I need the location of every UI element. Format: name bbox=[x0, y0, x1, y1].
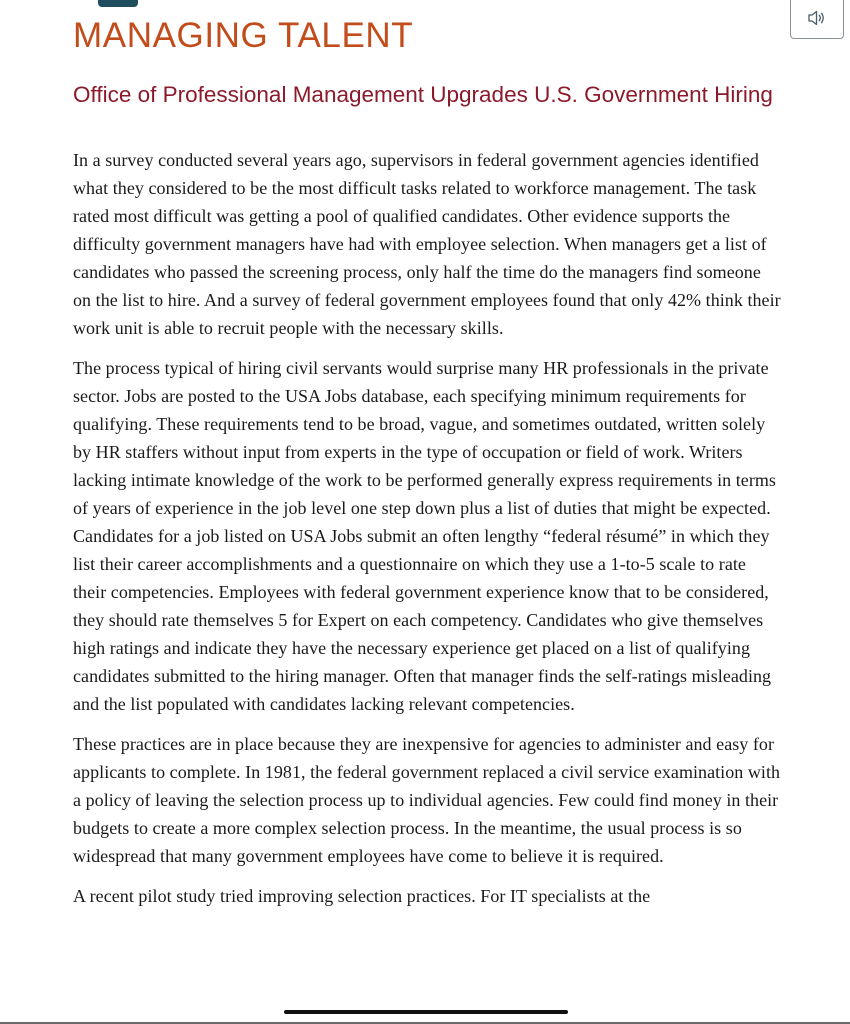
read-aloud-button[interactable] bbox=[790, 0, 844, 39]
top-bookmark-tab[interactable] bbox=[98, 0, 138, 7]
section-title: MANAGING TALENT bbox=[73, 16, 414, 55]
article-body bbox=[73, 146, 783, 922]
paragraph: A recent pilot study tried improving selection practices. For IT specialists at the bbox=[73, 886, 651, 906]
speaker-icon bbox=[807, 9, 827, 27]
paragraph: These practices are in place because they are inexpensive for agencies to administer and easy for applicants to complete. In 1981, the federal government replaced a civil service examination with a policy of leaving the selection process up to individual agencies. Few could find money in their budgets to create a more complex selection process. In the meantime, the usual process is so widespread that many government employees have come to believe it is required. bbox=[73, 734, 781, 866]
article-title: Office of Professional Management Upgrades U.S. Government Hiring bbox=[73, 82, 773, 107]
paragraph: In a survey conducted several years ago, supervisors in federal government agencies identified what they considered to be the most difficult tasks related to workforce management. The task rated most difficult was getting a pool of qualified candidates. Other evidence supports the difficulty government managers have had with employee selection. When managers get a list of candidates who passed the screening process, only half the time do the managers find someone on the list to hire. And a survey of federal government employees found that only 42% think their work unit is able to recruit people with the necessary skills. bbox=[73, 150, 781, 338]
paragraph: The process typical of hiring civil servants would surprise many HR professionals in the private sector. Jobs are posted to the USA Jobs database, each specifying minimum requirements for qualifying. These requirements tend to be broad, vague, and sometimes outdated, written solely by HR staffers without input from experts in the type of occupation or field of work. Writers lacking intimate knowledge of the work to be performed generally express requirements in terms of years of experience in the job level one step down plus a list of duties that might be expected. Candidates for a job listed on USA Jobs submit an often lengthy “federal résumé” in which they list their career accomplishments and a questionnaire on which they use a 1-to-5 scale to rate their competencies. Employees with federal government experience know that to be considered, they should rate themselves 5 for Expert on each competency. Candidates who give themselves high ratings and indicate they have the necessary experience get placed on a list of qualifying candidates submitted to the hiring manager. Often that manager finds the self-ratings misleading and the list populated with candidates lacking relevant competencies. bbox=[73, 358, 776, 714]
scroll-indicator[interactable] bbox=[284, 1010, 568, 1014]
